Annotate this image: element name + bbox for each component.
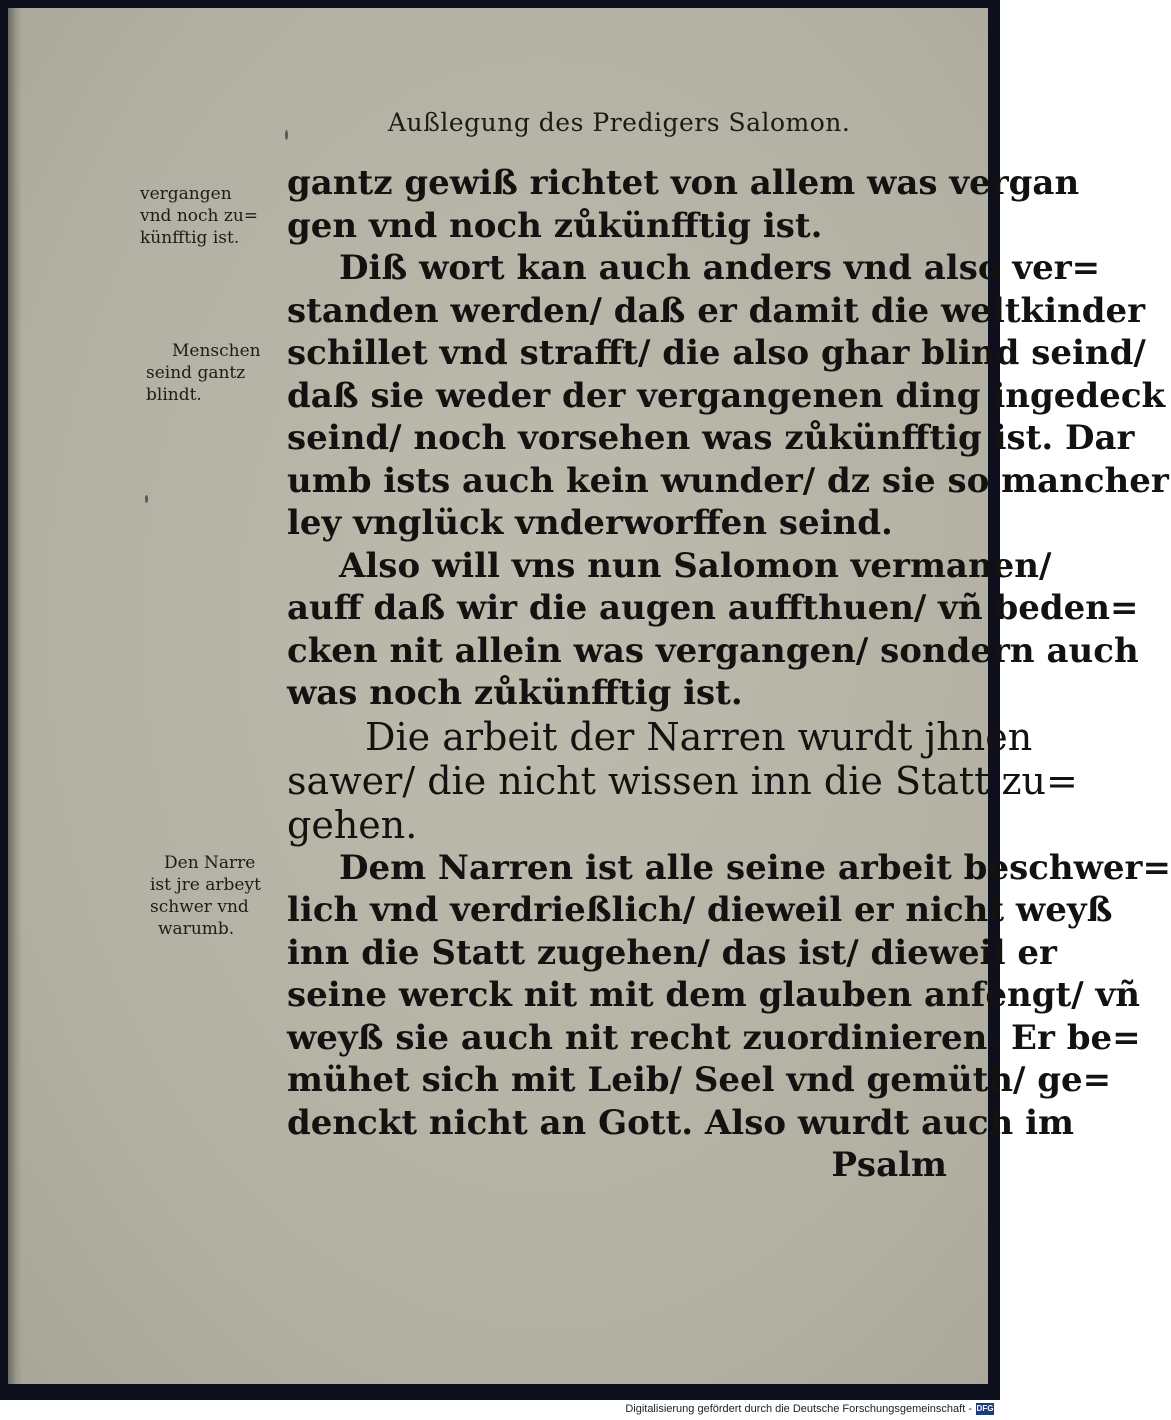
margin-note-line: vnd noch zu= [140, 206, 259, 226]
text-line: daß sie weder der vergangenen ding ingedeck [287, 375, 1166, 416]
text-line: lich vnd verdrießlich/ dieweil er nicht weyß [287, 890, 1113, 930]
running-head: Außlegung des Predigers Salomon. [388, 108, 851, 137]
text-line: weyß sie auch nit recht zuordinieren. Er be= [287, 1017, 1141, 1058]
section-heading-line: Die arbeit der Narren wurdt jhnen [365, 714, 1033, 759]
margin-note-line: warumb. [158, 919, 235, 939]
margin-note-line: schwer vnd [150, 897, 249, 917]
text-line: mühet sich mit Leib/ Seel vnd gemüth/ ge= [287, 1060, 1112, 1100]
margin-note-line: Den Narre [164, 853, 256, 873]
text-line: seine werck nit mit dem glauben anfengt/ vñ [287, 975, 1140, 1015]
text-line: schillet vnd strafft/ die also ghar blind seind/ [287, 333, 1146, 373]
main-text-block [287, 162, 1171, 1187]
footer-bar [0, 1400, 1000, 1420]
margin-note-line: Menschen [172, 341, 261, 361]
text-line: umb ists auch kein wunder/ dz sie so mancher [287, 460, 1169, 501]
text-line: denckt nicht an Gott. Also wurdt auch im [287, 1102, 1074, 1143]
text-line: inn die Statt zugehen/ das ist/ dieweil er [287, 932, 1057, 973]
text-line: gen vnd noch zůkünfftig ist. [287, 205, 823, 246]
text-line: cken nit allein was vergangen/ sondern auch [287, 630, 1139, 671]
text-line: Also will vns nun Salomon vermanen/ [339, 545, 1052, 586]
margin-note-line: blindt. [146, 385, 202, 405]
margin-note-line: seind gantz [146, 363, 246, 383]
margin-note-line: ist jre arbeyt [150, 875, 261, 895]
page-gutter [8, 8, 22, 1384]
ink-speck [145, 495, 148, 503]
catchword: Psalm [831, 1145, 947, 1185]
ink-speck [285, 130, 288, 140]
margin-note-line: künfftig ist. [140, 228, 240, 248]
footer-credit: Digitalisierung gefördert durch die Deutsche Forschungsgemeinschaft - [625, 1403, 972, 1415]
text-line: ley vnglück vnderworffen seind. [287, 503, 893, 543]
dfg-logo: DFG [976, 1404, 994, 1413]
margin-note-line: vergangen [140, 184, 232, 204]
text-line: Dem Narren ist alle seine arbeit beschwer= [339, 847, 1171, 888]
text-line: standen werden/ daß er damit die weltkinder [287, 290, 1146, 331]
text-line: gantz gewiß richtet von allem was vergan [287, 163, 1080, 203]
section-heading-line: sawer/ die nicht wissen inn die Statt zu= [287, 758, 1078, 803]
margin-note-vergangen [140, 183, 275, 249]
text-line: seind/ noch vorsehen was zůkünfftig ist. Dar [287, 418, 1135, 458]
section-heading-line: gehen. [287, 802, 418, 847]
text-line: auff daß wir die augen auffthuen/ vñ beden= [287, 588, 1139, 628]
text-line: was noch zůkünfftig ist. [287, 673, 743, 713]
text-line: Diß wort kan auch anders vnd also ver= [339, 248, 1101, 288]
margin-note-menschen [146, 340, 281, 406]
margin-note-narren [150, 852, 285, 940]
